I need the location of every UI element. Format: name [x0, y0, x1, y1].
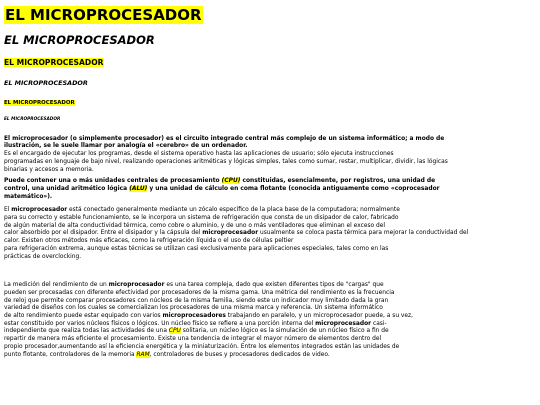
text-run: trabajando en paralelo, y un microprocesador puede, a su vez, — [225, 313, 413, 320]
paragraph-cooling-line: calor. Existen otros métodos más eficaces, como la refrigeración líquida o el uso de células peltier — [4, 238, 294, 245]
paragraph-performance-line: variedad de diseños con los cuales se comercializan los procesadores de una misma marca y referencia. Un sistema informático — [4, 305, 383, 312]
text-run: solitaria, un núcleo lógico es la simulación de un núcleo físico a fin de — [180, 328, 389, 335]
text-run: Puede contener una o más unidades centrales de procesamiento — [4, 178, 222, 185]
paragraph-performance-line: pueden ser procesadas con diferente efectividad por procesadores de la misma gama. Una métrica del rendimiento es la frecuencia — [4, 289, 395, 296]
text-run: La medición del rendimiento de un — [4, 282, 109, 289]
heading-2: EL MICROPROCESADOR — [4, 33, 155, 48]
paragraph-intro-line: ilustración, se le suele llamar por analogía el «cerebro» de un ordenador. — [4, 143, 248, 150]
text-run: usualmente se coloca pasta térmica para mejorar la conductividad del — [258, 230, 469, 237]
paragraph-intro-line: Es el encargado de ejecutar los programas, desde el sistema operativo hasta las aplicaciones de usuario; sólo ejecuta instrucciones — [4, 151, 394, 158]
keyword-microprocesador: microprocesador — [315, 320, 372, 327]
highlight-alu: (ALU) — [129, 185, 148, 192]
paragraph-cooling-line: para su correcto y estable funcionamiento, se le incorpora un sistema de refrigeración que consta de un disipador de calor, fabricado — [4, 215, 399, 222]
paragraph-cpu-line: matemático»). — [4, 193, 53, 200]
paragraph-cpu — [4, 178, 536, 201]
text-run: constituidas, esencialmente, por registros, una unidad de — [240, 178, 436, 185]
text-run: está conectado generalmente mediante un zócalo específico de la placa base de la computadora; normalmente — [67, 207, 400, 214]
text-run: independiente que realiza todas las actividades de una — [4, 328, 169, 335]
paragraph-performance-line — [4, 282, 536, 290]
highlight-cpu: CPU — [168, 328, 181, 335]
heading-1-text: EL MICROPROCESADOR — [5, 6, 202, 24]
paragraph-intro-line: El microprocesador (o simplemente procesador) es el circuito integrado central más complejo de un sistema informático; a modo de — [4, 135, 445, 142]
keyword-microprocesador: microprocesador — [11, 207, 68, 214]
text-run: , controladores de buses y procesadores dedicados de video. — [149, 351, 330, 358]
highlight-cpu: (CPU) — [221, 178, 241, 185]
keyword-microprocesador: microprocesador — [108, 282, 165, 289]
text-run: y una unidad de cálculo en coma flotante (conocida antiguamente como «coprocesador — [147, 185, 440, 192]
keyword-microprocesadores: microprocesadores — [162, 313, 226, 320]
paragraph-cpu-line — [4, 178, 536, 186]
paragraph-performance-line: repartir de manera más eficiente el procesamiento. Existe una tendencia de integrar el mayor número de elementos dentro del — [4, 336, 382, 343]
paragraph-cooling — [4, 207, 536, 261]
paragraph-performance-line — [4, 352, 536, 360]
heading-3 — [4, 59, 536, 68]
paragraph-cpu-line — [4, 186, 536, 194]
heading-3-text: EL MICROPROCESADOR — [4, 58, 104, 68]
paragraph-performance — [4, 282, 536, 359]
paragraph-cooling-line — [4, 207, 536, 215]
text-run: El — [4, 207, 12, 214]
paragraph-performance-line: propio procesador,aumentando así la eficiencia energética y la miniaturización. Entre los elementos integrados están las unidades de — [4, 343, 400, 350]
heading-5-text: EL MICROPROCESADOR — [4, 99, 75, 106]
paragraph-intro-line: programadas en lenguaje de bajo nivel, realizando operaciones aritméticas y lógicas simples, tales como sumar, restar, multiplicar, dividir, las lógicas — [4, 158, 448, 165]
paragraph-intro-line: binarias y accesos a memoria. — [4, 166, 94, 173]
paragraph-cooling-line: de algún material de alta conductividad térmica, como cobre o aluminio, y de uno o más ventiladores que eliminan el exceso del — [4, 222, 385, 229]
paragraph-cooling-line: prácticas de overclocking. — [4, 253, 82, 260]
text-run: control, una unidad aritmético lógica — [4, 185, 130, 192]
highlight-ram: RAM — [136, 351, 150, 358]
text-run: calor absorbido por el disipador. Entre el disipador y la cápsula del — [4, 230, 203, 237]
paragraph-performance-line: de reloj que permite comparar procesadores con núcleos de la misma familia, siendo este un indicador muy limitado dada la gran — [4, 297, 389, 304]
paragraph-intro — [4, 136, 536, 175]
paragraph-performance-line — [4, 328, 536, 336]
paragraph-performance-line — [4, 313, 536, 321]
text-run: estar constituido por varios núcleos físicos o lógicos. Un núcleo físico se refiere a una porción interna del — [4, 320, 316, 327]
paragraph-cooling-line — [4, 230, 536, 238]
keyword-microprocesador: microprocesador — [202, 230, 259, 237]
heading-1 — [4, 7, 536, 24]
paragraph-cooling-line: para refrigeración extrema, aunque estas técnicas se utilizan casi exclusivamente para aplicaciones especiales, tales como en las — [4, 245, 389, 252]
heading-6: EL MICROPROCESADOR — [4, 116, 61, 122]
text-run: es una tarea compleja, dado que existen diferentes tipos de "cargas" que — [164, 282, 384, 289]
text-run: punto flotante, controladores de la memoria — [4, 351, 137, 358]
heading-5 — [4, 100, 536, 106]
heading-4: EL MICROPROCESADOR — [4, 79, 88, 88]
text-run: casi- — [371, 320, 387, 327]
text-run: de alto rendimiento puede estar equipado con varios — [4, 313, 163, 320]
